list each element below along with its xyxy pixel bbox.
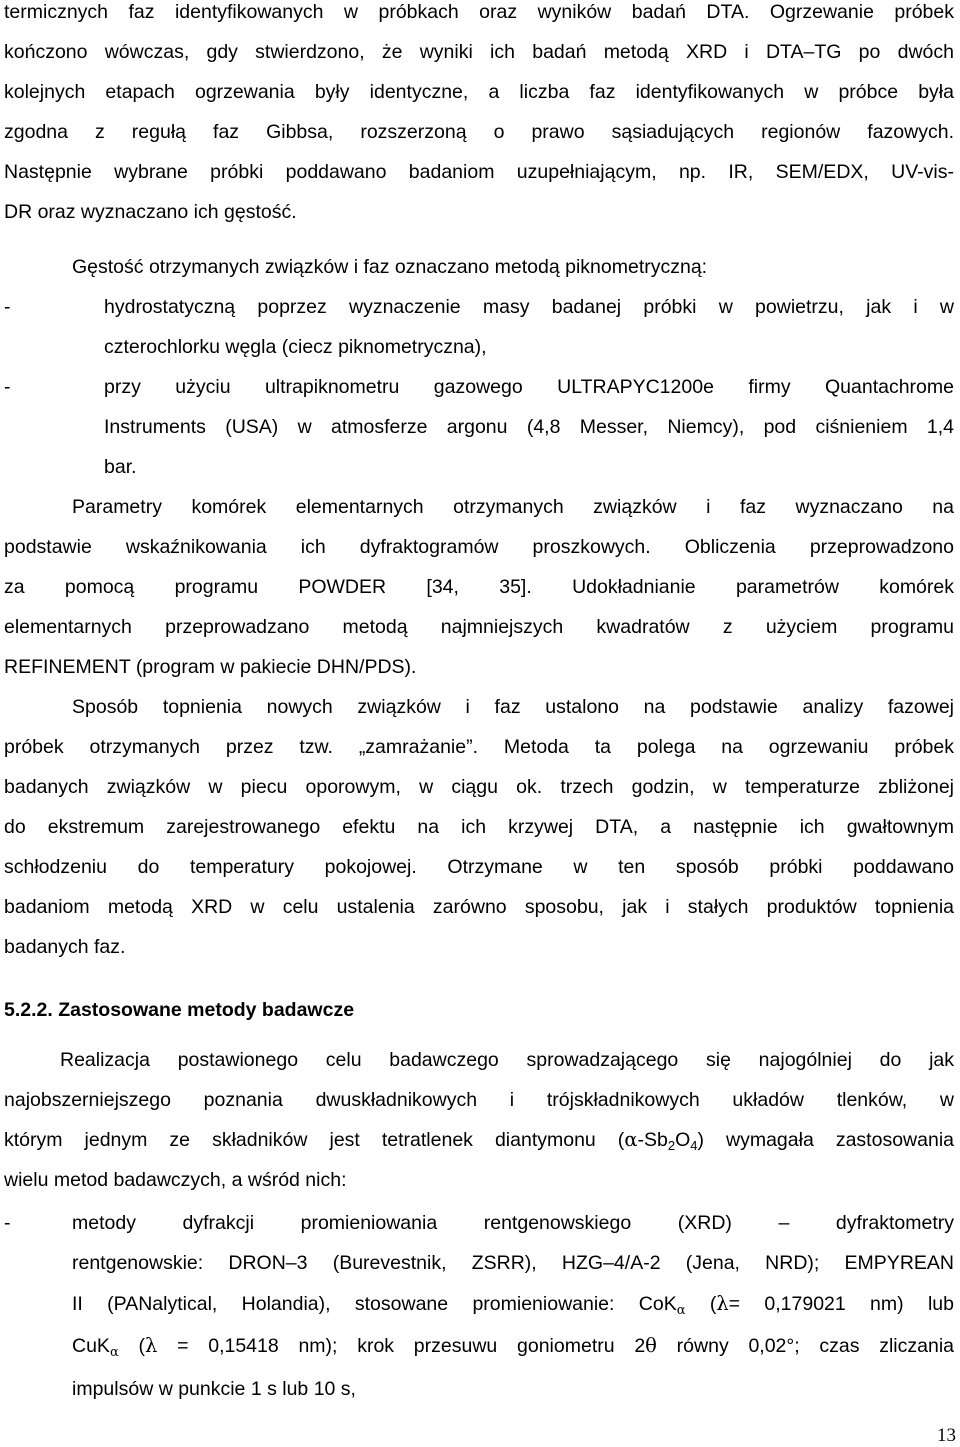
melting-line-1: Sposób topnienia nowych związków i faz ustalono na podstawie analizy fazowej: [72, 696, 954, 718]
intro-line-2: kończono wówczas, gdy stwierdzono, że wyniki ich badań metodą XRD i DTA–TG po dwóch: [4, 41, 954, 63]
realization-line-3: [4, 1128, 954, 1152]
section-heading: 5.2.2. Zastosowane metody badawcze: [4, 999, 355, 1021]
methods-line-1: metody dyfrakcji promieniowania rentgenowskiego (XRD) – dyfraktometry: [72, 1212, 954, 1234]
parameters-line-2: podstawie wskaźnikowania ich dyfraktogramów proszkowych. Obliczenia przeprowadzono: [4, 536, 954, 558]
density-method-1-line-1: hydrostatyczną poprzez wyznaczenie masy badanej próbki w powietrzu, jak i w: [104, 296, 954, 318]
intro-line-3: kolejnych etapach ogrzewania były identyczne, a liczba faz identyfikowanych w próbce była: [4, 81, 954, 103]
methods-line-4-before: CuK: [72, 1335, 110, 1357]
density-method-2-line-2: Instruments (USA) w atmosferze argonu (4,8 Messer, Niemcy), pod ciśnieniem 1,4: [104, 416, 954, 438]
melting-line-5: schłodzeniu do temperatury pokojowej. Otrzymane w ten sposób próbki poddawano: [4, 856, 954, 878]
realization-line-1: Realizacja postawionego celu badawczego sprowadzającego się najogólniej do jak: [60, 1049, 954, 1071]
methods-line-4: [72, 1334, 954, 1358]
melting-line-4: do ekstremum zarejestrowanego efektu na ich krzywej DTA, a następnie ich gwałtownym: [4, 816, 954, 838]
density-method-1-dash: -: [4, 296, 11, 318]
intro-line-6: DR oraz wyznaczano ich gęstość.: [4, 201, 297, 223]
theta-symbol: θ: [645, 1334, 657, 1357]
intro-line-1: termicznych faz identyfikowanych w próbkach oraz wyników badań DTA. Ogrzewanie próbek: [4, 1, 954, 23]
formula-o: O: [675, 1129, 691, 1151]
realization-line-2: najobszerniejszego poznania dwuskładnikowych i trójskładnikowych układów tlenków, w: [4, 1089, 954, 1111]
realization-line-4: wielu metod badawczych, a wśród nich:: [4, 1169, 347, 1191]
melting-line-7: badanych faz.: [4, 936, 126, 958]
methods-line-4-after: równy 0,02°; czas zliczania: [656, 1335, 954, 1357]
lambda-symbol-cu: λ: [144, 1334, 158, 1357]
methods-line-2: rentgenowskie: DRON–3 (Burevestnik, ZSRR), HZG–4/A-2 (Jena, NRD); EMPYREAN: [72, 1252, 954, 1274]
density-method-2-line-3: bar.: [104, 456, 137, 478]
parameters-line-5: REFINEMENT (program w pakiecie DHN/PDS).: [4, 656, 417, 678]
methods-line-3: [72, 1292, 954, 1316]
methods-line-4-value: = 0,15418 nm); krok przesuwu goniometru 2: [157, 1335, 646, 1357]
density-method-2-dash: -: [4, 376, 11, 398]
formula-subscript-2: 2: [667, 1138, 676, 1153]
methods-line-3-after: = 0,179021 nm) lub: [728, 1293, 954, 1315]
alpha-symbol: α: [624, 1128, 638, 1151]
melting-line-6: badaniom metodą XRD w celu ustalenia zarówno sposobu, jak i stałych produktów topnienia: [4, 896, 954, 918]
intro-line-4: zgodna z regułą faz Gibbsa, rozszerzoną o prawo sąsiadujących regionów fazowych.: [4, 121, 954, 143]
realization-line-3-after: ) wymagała zastosowania: [697, 1129, 954, 1151]
formula-subscript-4: 4: [690, 1138, 698, 1153]
methods-line-3-before: II (PANalytical, Holandia), stosowane promieniowanie: CoK: [72, 1293, 677, 1315]
melting-line-2: próbek otrzymanych przez tzw. „zamrażanie”. Metoda ta polega na ogrzewaniu próbek: [4, 736, 954, 758]
methods-line-5: impulsów w punkcie 1 s lub 10 s,: [72, 1378, 356, 1400]
intro-line-5: Następnie wybrane próbki poddawano badaniom uzupełniającym, np. IR, SEM/EDX, UV-vis-: [4, 161, 954, 183]
methods-list-dash: -: [4, 1212, 11, 1234]
alpha-subscript: α: [676, 1303, 686, 1318]
density-intro: Gęstość otrzymanych związków i faz oznaczano metodą piknometryczną:: [72, 256, 708, 278]
realization-line-3-before: którym jednym ze składników jest tetratlenek diantymonu (: [4, 1129, 625, 1151]
parameters-line-3: za pomocą programu POWDER [34, 35]. Udokładnianie parametrów komórek: [4, 576, 954, 598]
density-method-2-line-1: przy użyciu ultrapiknometru gazowego ULTRAPYC1200e firmy Quantachrome: [104, 376, 954, 398]
page-number: 13: [937, 1425, 956, 1446]
density-method-1-line-2: czterochlorku węgla (ciecz piknometryczna),: [104, 336, 487, 358]
melting-line-3: badanych związków w piecu oporowym, w ciągu ok. trzech godzin, w temperaturze zbliżonej: [4, 776, 954, 798]
lambda-symbol: λ: [716, 1292, 729, 1315]
parameters-line-1: Parametry komórek elementarnych otrzymanych związków i faz wyznaczano na: [72, 496, 954, 518]
formula-sb: -Sb: [637, 1129, 668, 1151]
methods-line-4-mid: (: [118, 1335, 145, 1357]
alpha-subscript-cu: α: [109, 1345, 119, 1360]
parameters-line-4: elementarnych przeprowadzano metodą najmniejszych kwadratów z użyciem programu: [4, 616, 954, 638]
methods-line-3-mid: (: [685, 1293, 717, 1315]
